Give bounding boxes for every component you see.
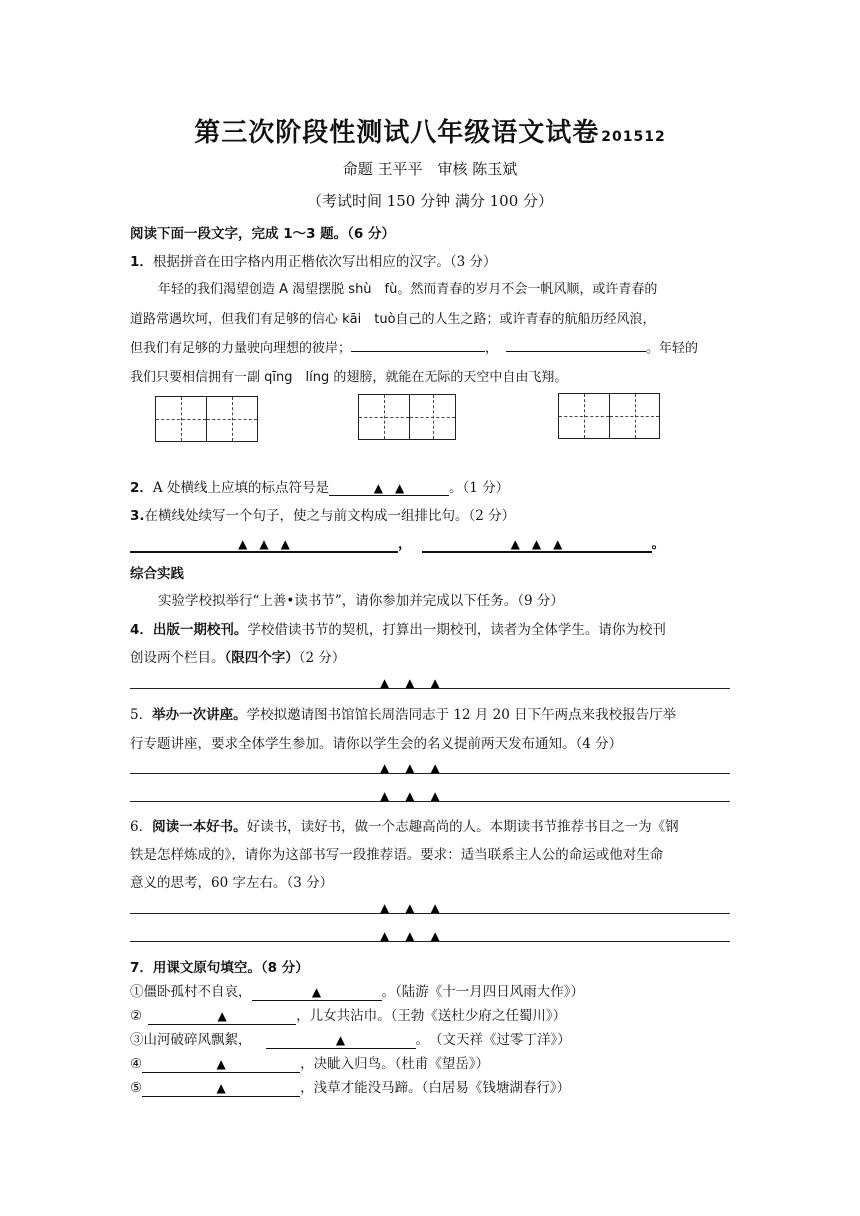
q4-text-line1: 学校借读书节的契机，打算出一期校刊，读者为全体学生。请你为校刊 (247, 622, 666, 638)
q7-item-post: 。 （文天祥《过零丁洋》） (415, 1032, 571, 1048)
q6-text-line2: 铁是怎样炼成的》，请你为这部书写一段推荐语。要求：适当联系主人公的命运或他对生命 (130, 847, 664, 863)
tianzige-cell[interactable] (409, 395, 455, 439)
q4-line2 (130, 646, 345, 666)
q7-item-1 (130, 980, 584, 1001)
q4-text-line2-a: 创设两个栏目。 (130, 650, 225, 666)
q7-blank-5[interactable] (142, 1080, 300, 1097)
answer-mark: ▲ (216, 1057, 226, 1071)
q7-item-post: ，决眦入归鸟。（杜甫《望岳》） (300, 1056, 490, 1072)
q7-item-pre: ①僵卧孤村不自哀， (130, 984, 252, 1000)
q1-blank-2[interactable] (506, 337, 646, 352)
tianzige-cell[interactable] (206, 397, 257, 441)
q1-passage-line4: 我们只要相信拥有一副 qīng líng 的翅膀，就能在无际的天空中自由飞翔。 (130, 370, 568, 385)
tianzige-cell[interactable] (609, 394, 659, 438)
q7-blank-1[interactable] (252, 984, 382, 1001)
q6-answer-marks-1: ▲ ▲ ▲ (380, 901, 442, 915)
page-title (0, 112, 860, 149)
tianzige-cell[interactable] (156, 397, 206, 441)
q7-item-4 (130, 1052, 489, 1073)
q5-label: 举办一次讲座。 (152, 707, 247, 723)
title-text: 第三次阶段性测试八年级语文试卷 (194, 118, 600, 148)
q5-answer-line-1[interactable] (130, 773, 730, 774)
q6-answer-marks-2: ▲ ▲ ▲ (380, 929, 442, 943)
exam-info: （考试时间 150 分钟 满分 100 分） (306, 192, 554, 210)
answer-mark: ▲ (335, 1033, 346, 1047)
q2-text-a: A 处横线上应填的标点符号是 (152, 480, 329, 496)
q6-answer-line-1[interactable] (130, 913, 730, 914)
q5-line1 (130, 703, 676, 723)
q1-label: 1． (130, 254, 153, 270)
q4-line1 (130, 618, 666, 638)
q7-item-pre: ⑤ (130, 1080, 143, 1096)
tianzige-grid-1[interactable] (155, 396, 258, 442)
q2-label: 2． (130, 480, 153, 496)
q5-answer-marks-2: ▲ ▲ ▲ (380, 789, 442, 803)
tianzige-grid-3[interactable] (558, 393, 660, 439)
answer-mark: ▲ (217, 1009, 227, 1023)
q1-passage-line1: 年轻的我们渴望创造 A 渴望摆脱 shù fù。然而青春的岁月不会一帆风顺，或许青春的 (158, 282, 658, 297)
q6-text-line1: 好读书，读好书，做一个志趣高尚的人。本期读书节推荐书目之一为《钢 (246, 819, 679, 835)
q3-label: 3. (130, 508, 145, 524)
q1-passage-line3-a: 但我们有足够的力量驶向理想的彼岸； (130, 341, 352, 356)
q7-item-pre: ④ (130, 1056, 143, 1072)
q4-answer-line[interactable] (130, 688, 730, 689)
q7-item-3 (130, 1028, 571, 1049)
tianzige-cell[interactable] (559, 394, 609, 438)
q2-text-b: 。（1 分） (448, 480, 510, 496)
q7-heading: 7．用课文原句填空。（8 分） (130, 960, 309, 976)
q6-answer-line-2[interactable] (130, 941, 730, 942)
section2-heading: 综合实践 (130, 566, 184, 582)
answer-marks: ▲ ▲ ▲ (510, 537, 563, 551)
q3 (130, 504, 515, 524)
q4-text-line2-c: （2 分） (298, 650, 346, 666)
q1-passage-line2: 道路常遇坎坷，但我们有足够的信心 kāi tuò自己的人生之路；或许青春的航船历经风浪， (130, 312, 656, 327)
tianzige-cell[interactable] (359, 395, 409, 439)
q5-text-line2: 行专题讲座，要求全体学生参加。请你以学生会的名义提前两天发布通知。（4 分） (130, 736, 623, 752)
answer-mark: ▲ (216, 1081, 226, 1095)
q5-text-line1: 学校拟邀请图书馆馆长周浩同志于 12 月 20 日下午两点来我校报告厅举 (246, 707, 677, 723)
q7-item-pre: ③山河破碎风飘絮， (130, 1032, 252, 1048)
q5-answer-line-2[interactable] (130, 801, 730, 802)
q3-text: 在横线处续写一个句子，使之与前文构成一组排比句。（2 分） (144, 508, 516, 524)
q6-label-num: 6． (130, 819, 153, 835)
q2-answer-line[interactable] (329, 479, 449, 496)
section2-intro: 实验学校拟举行“上善•读书节”，请你参加并完成以下任务。（9 分） (158, 593, 564, 609)
q7-blank-3[interactable] (266, 1032, 416, 1049)
q6-line1 (130, 815, 679, 835)
authors-line: 命题 王平平 审核 陈玉斌 (342, 160, 518, 178)
q7-blank-2[interactable] (148, 1008, 296, 1025)
q4-answer-marks: ▲ ▲ ▲ (380, 676, 442, 690)
q3-answer-line-2[interactable] (422, 535, 652, 553)
q1-blank-1[interactable] (351, 337, 485, 352)
tianzige-grid-2[interactable] (358, 394, 456, 440)
q5-answer-marks-1: ▲ ▲ ▲ (380, 761, 442, 775)
q6-text-line3: 意义的思考，60 字左右。（3 分） (130, 875, 334, 891)
q7-item-post: ，浅草才能没马蹄。（白居易《钱塘湖春行》） (300, 1080, 571, 1096)
q3-end: 。 (651, 536, 665, 552)
q2 (130, 476, 509, 496)
section1-heading: 阅读下面一段文字，完成 1～3 题。（6 分） (130, 226, 396, 242)
answer-marks: ▲ ▲ (373, 481, 405, 495)
answer-mark: ▲ (311, 985, 322, 999)
q6-label: 阅读一本好书。 (152, 819, 247, 835)
q7-item-post: 。（陆游《十一月四日风雨大作》） (381, 984, 584, 1000)
q7-item-2 (130, 1004, 566, 1025)
q3-sep: ， (398, 536, 412, 552)
q1-passage-line3 (130, 337, 698, 356)
title-suffix: 201512 (601, 129, 666, 145)
q3-answer-row (130, 532, 665, 553)
answer-marks: ▲ ▲ ▲ (238, 537, 290, 551)
q1-passage-line3-c: 。年轻的 (646, 341, 699, 356)
q1-passage-line3-b: ， (485, 341, 499, 356)
q3-answer-line-1[interactable] (130, 535, 398, 553)
q1-text: 根据拼音在田字格内用正楷依次写出相应的汉字。（3 分） (152, 254, 497, 270)
q4-text-line2-b: （限四个字） (224, 650, 299, 666)
q7-item-5 (130, 1076, 570, 1097)
q1 (130, 250, 497, 270)
q7-blank-4[interactable] (142, 1056, 300, 1073)
q5-label-num: 5． (130, 707, 153, 723)
q7-item-pre: ② (130, 1008, 143, 1024)
q4-label: 4．出版一期校刊。 (130, 622, 248, 638)
q7-item-post: ，儿女共沾巾。（王勃《送杜少府之任蜀川》） (296, 1008, 567, 1024)
